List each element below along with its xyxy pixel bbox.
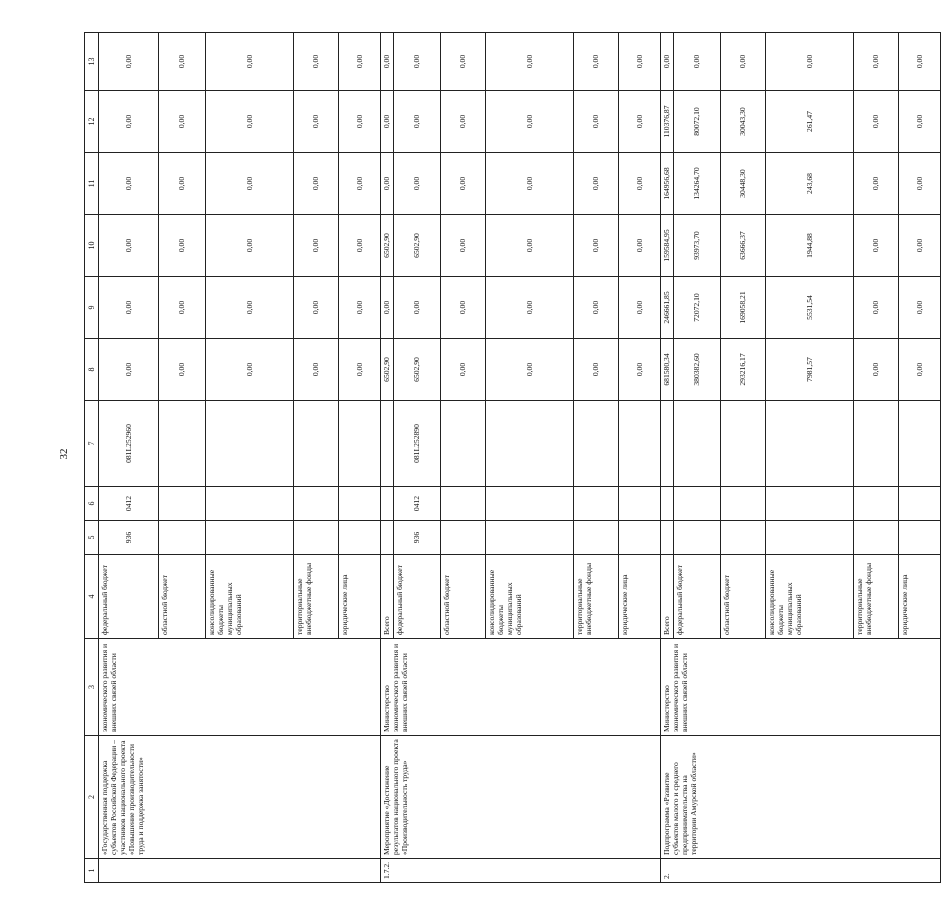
rotated-table-wrapper [84,33,924,883]
amount-cell: 169058,21 [721,277,766,339]
column-header: 5 [85,521,99,555]
amount-cell: 164956,68 [661,153,674,215]
amount-cell: 0,00 [159,339,206,401]
amount-cell: 246661,85 [661,277,674,339]
table-row [381,33,394,883]
amount-cell: 134264,70 [674,153,721,215]
rzpr-code [441,487,486,521]
amount-cell: 0,00 [294,339,339,401]
amount-cell: 0,00 [394,33,441,91]
funding-source: территориальные внебюджетные фонды [854,555,899,639]
rzpr-code [721,487,766,521]
column-header: 2 [85,736,99,859]
column-header: 7 [85,401,99,487]
funding-source: территориальные внебюджетные фонды [294,555,339,639]
funding-source: Всего [381,555,394,639]
csr-code [619,401,661,487]
amount-cell: 0,00 [854,215,899,277]
amount-cell: 0,00 [766,33,854,91]
funding-source: консолидированные бюджеты муниципальных образований [766,555,854,639]
grbs-code [674,521,721,555]
amount-cell: 63666,37 [721,215,766,277]
csr-code [339,401,381,487]
amount-cell: 93973,70 [674,215,721,277]
amount-cell: 380382,60 [674,339,721,401]
amount-cell: 0,00 [206,33,294,91]
amount-cell: 0,00 [899,277,941,339]
grbs-code [854,521,899,555]
grbs-code [294,521,339,555]
amount-cell: 0,00 [441,277,486,339]
amount-cell: 293216,17 [721,339,766,401]
csr-code [381,401,394,487]
amount-cell: 0,00 [159,215,206,277]
csr-code [721,401,766,487]
amount-cell: 0,00 [574,153,619,215]
amount-cell: 0,00 [159,153,206,215]
executor-name: Министерство экономического развития и внешних связей области [661,639,941,736]
amount-cell: 110376,87 [661,91,674,153]
amount-cell: 0,00 [486,339,574,401]
amount-cell: 0,00 [619,215,661,277]
rzpr-code [159,487,206,521]
amount-cell: 0,00 [394,277,441,339]
amount-cell: 1944,88 [766,215,854,277]
amount-cell: 0,00 [294,215,339,277]
amount-cell: 0,00 [619,91,661,153]
column-header: 12 [85,91,99,153]
amount-cell: 0,00 [854,91,899,153]
csr-code [294,401,339,487]
amount-cell: 0,00 [99,215,159,277]
amount-cell: 0,00 [99,339,159,401]
column-header: 6 [85,487,99,521]
amount-cell: 0,00 [99,153,159,215]
grbs-code [766,521,854,555]
amount-cell: 0,00 [339,153,381,215]
grbs-code [619,521,661,555]
amount-cell: 72072,10 [674,277,721,339]
rzpr-code [486,487,574,521]
csr-code [766,401,854,487]
csr-code: 081L252960 [99,401,159,487]
program-name: Подпрограмма «Развитие субъектов малого и среднего предпринимательства на территории Амурской области» [661,736,941,859]
grbs-code [206,521,294,555]
amount-cell: 681580,34 [661,339,674,401]
funding-source: областной бюджет [441,555,486,639]
amount-cell: 0,00 [674,33,721,91]
amount-cell: 0,00 [854,33,899,91]
amount-cell: 0,00 [381,153,394,215]
amount-cell: 6502,90 [394,215,441,277]
amount-cell: 0,00 [441,33,486,91]
grbs-code: 936 [99,521,159,555]
amount-cell: 0,00 [99,277,159,339]
funding-source: Всего [661,555,674,639]
funding-source: консолидированные бюджеты муниципальных образований [486,555,574,639]
csr-code [441,401,486,487]
amount-cell: 0,00 [339,215,381,277]
amount-cell: 0,00 [441,91,486,153]
amount-cell: 0,00 [294,277,339,339]
csr-code: 081L252890 [394,401,441,487]
amount-cell: 0,00 [159,277,206,339]
amount-cell: 30448,30 [721,153,766,215]
funding-source: консолидированные бюджеты муниципальных образований [206,555,294,639]
csr-code [854,401,899,487]
rzpr-code [574,487,619,521]
csr-code [674,401,721,487]
column-header: 11 [85,153,99,215]
program-name: «Государственная поддержка субъектов Российской Федерации – участников национального проекта «Повышение производительности труда и поддержка занятости» [99,736,381,859]
amount-cell: 0,00 [486,277,574,339]
amount-cell: 80072,10 [674,91,721,153]
table-row [99,33,159,883]
csr-code [661,401,674,487]
amount-cell: 0,00 [899,153,941,215]
csr-code [206,401,294,487]
amount-cell: 0,00 [159,91,206,153]
amount-cell: 0,00 [854,339,899,401]
amount-cell: 0,00 [486,153,574,215]
grbs-code [574,521,619,555]
amount-cell: 0,00 [441,153,486,215]
amount-cell: 0,00 [619,277,661,339]
amount-cell: 0,00 [206,153,294,215]
row-number [99,859,381,883]
amount-cell: 0,00 [899,339,941,401]
amount-cell: 0,00 [381,277,394,339]
rzpr-code: 0412 [99,487,159,521]
amount-cell: 0,00 [206,277,294,339]
rzpr-code: 0412 [394,487,441,521]
amount-cell: 0,00 [339,277,381,339]
grbs-code [486,521,574,555]
row-number: 2. [661,859,941,883]
rzpr-code [661,487,674,521]
column-header: 13 [85,33,99,91]
amount-cell: 0,00 [159,33,206,91]
funding-source: областной бюджет [721,555,766,639]
table-header-row [85,33,99,883]
amount-cell: 0,00 [206,339,294,401]
amount-cell: 0,00 [661,33,674,91]
amount-cell: 0,00 [899,91,941,153]
table-row [661,33,674,883]
amount-cell: 0,00 [854,153,899,215]
rzpr-code [766,487,854,521]
rzpr-code [674,487,721,521]
rzpr-code [339,487,381,521]
column-header: 10 [85,215,99,277]
rzpr-code [381,487,394,521]
grbs-code [899,521,941,555]
column-header: 8 [85,339,99,401]
amount-cell: 0,00 [441,339,486,401]
amount-cell: 0,00 [294,33,339,91]
amount-cell: 0,00 [854,277,899,339]
page-number: 32 [58,448,70,460]
amount-cell: 0,00 [574,215,619,277]
executor-name: Министерство экономического развития и внешних связей области [381,639,661,736]
funding-source: юридические лица [619,555,661,639]
amount-cell: 261,47 [766,91,854,153]
amount-cell: 30043,30 [721,91,766,153]
grbs-code [441,521,486,555]
amount-cell: 6502,90 [381,339,394,401]
grbs-code [339,521,381,555]
amount-cell: 0,00 [486,215,574,277]
csr-code [159,401,206,487]
amount-cell: 0,00 [381,91,394,153]
grbs-code [721,521,766,555]
amount-cell: 7981,57 [766,339,854,401]
amount-cell: 6502,90 [394,339,441,401]
amount-cell: 0,00 [574,91,619,153]
amount-cell: 0,00 [574,339,619,401]
amount-cell: 0,00 [381,33,394,91]
amount-cell: 0,00 [394,153,441,215]
amount-cell: 0,00 [486,91,574,153]
rzpr-code [206,487,294,521]
amount-cell: 0,00 [486,33,574,91]
amount-cell: 0,00 [619,33,661,91]
column-header: 1 [85,859,99,883]
grbs-code: 936 [394,521,441,555]
amount-cell: 0,00 [294,153,339,215]
amount-cell: 0,00 [206,91,294,153]
amount-cell: 159584,95 [661,215,674,277]
csr-code [899,401,941,487]
rzpr-code [899,487,941,521]
amount-cell: 0,00 [899,33,941,91]
amount-cell: 0,00 [574,33,619,91]
amount-cell: 0,00 [339,33,381,91]
csr-code [574,401,619,487]
column-header: 4 [85,555,99,639]
amount-cell: 6502,90 [381,215,394,277]
amount-cell: 0,00 [339,339,381,401]
grbs-code [381,521,394,555]
amount-cell: 0,00 [619,153,661,215]
funding-source: юридические лица [339,555,381,639]
amount-cell: 0,00 [574,277,619,339]
amount-cell: 0,00 [394,91,441,153]
program-name: Мероприятие «Достижение результатов национального проекта «Производительность труда» [381,736,661,859]
amount-cell: 0,00 [99,33,159,91]
amount-cell: 0,00 [721,33,766,91]
funding-source: федеральный бюджет [394,555,441,639]
amount-cell: 0,00 [619,339,661,401]
rzpr-code [294,487,339,521]
funding-source: областной бюджет [159,555,206,639]
amount-cell: 0,00 [441,215,486,277]
amount-cell: 0,00 [339,91,381,153]
amount-cell: 243,68 [766,153,854,215]
amount-cell: 0,00 [206,215,294,277]
amount-cell: 0,00 [99,91,159,153]
funding-source: территориальные внебюджетные фонды [574,555,619,639]
csr-code [486,401,574,487]
grbs-code [159,521,206,555]
funding-source: юридические лица [899,555,941,639]
executor-name: экономического развития и внешних связей области [99,639,381,736]
column-header: 3 [85,639,99,736]
row-number: 1.7.2. [381,859,661,883]
rzpr-code [854,487,899,521]
column-header: 9 [85,277,99,339]
grbs-code [661,521,674,555]
amount-cell: 0,00 [294,91,339,153]
budget-table [84,32,941,883]
amount-cell: 5531,54 [766,277,854,339]
amount-cell: 0,00 [899,215,941,277]
funding-source: федеральный бюджет [99,555,159,639]
rzpr-code [619,487,661,521]
funding-source: федеральный бюджет [674,555,721,639]
